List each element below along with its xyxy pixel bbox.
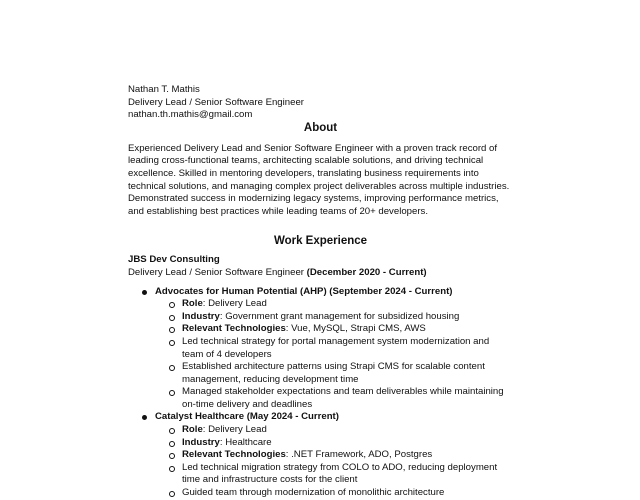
detail-item: [155, 336, 513, 361]
detail-text: Guided team through modernization of monolithic architecture: [182, 487, 445, 499]
work-experience-heading: Work Experience: [273, 235, 368, 248]
detail-item: [155, 462, 513, 487]
detail-label: Relevant Technologies: [182, 323, 286, 335]
company-name: JBS Dev Consulting: [128, 254, 220, 266]
detail-item: [155, 298, 513, 311]
client-header: Catalyst Healthcare (May 2024 - Current): [155, 411, 339, 423]
bullet-circle-icon: [169, 390, 175, 396]
detail-item: [155, 323, 513, 336]
detail-value: : Vue, MySQL, Strapi CMS, AWS: [285, 323, 426, 335]
detail-item: [155, 386, 513, 411]
detail-item: [155, 311, 513, 324]
detail-value: : Healthcare: [219, 436, 272, 448]
person-name: Nathan T. Mathis: [128, 84, 200, 95]
bullet-circle-icon: [169, 302, 175, 308]
detail-label: Role: [182, 298, 203, 310]
client-item: [128, 411, 513, 499]
bullet-circle-icon: [169, 340, 175, 346]
client-list: [128, 286, 513, 500]
bullet-circle-icon: [169, 428, 175, 434]
detail-item: [155, 424, 513, 437]
bullet-circle-icon: [169, 491, 175, 497]
detail-item: [155, 437, 513, 450]
bullet-circle-icon: [169, 315, 175, 321]
detail-value: : .NET Framework, ADO, Postgres: [285, 449, 433, 461]
detail-label: Industry: [182, 310, 220, 322]
detail-item: [155, 449, 513, 462]
detail-value: : Government grant management for subsidized housing: [219, 310, 460, 322]
detail-label: Relevant Technologies: [182, 449, 286, 461]
company-role-line: [128, 267, 513, 280]
company-role: Delivery Lead / Senior Software Engineer: [128, 266, 307, 278]
person-email[interactable]: nathan.th.mathis@gmail.com: [128, 109, 253, 121]
bullet-circle-icon: [169, 327, 175, 333]
contact-header: [128, 84, 513, 122]
client-item: [128, 286, 513, 412]
detail-value: : Delivery Lead: [202, 424, 267, 436]
client-details: [155, 424, 513, 500]
bullet-circle-icon: [169, 453, 175, 459]
resume-page: [128, 84, 513, 500]
client-details: [155, 298, 513, 411]
bullet-dot-icon: [142, 290, 147, 295]
detail-text: Established architecture patterns using Strapi CMS for scalable content management, reducing development time: [182, 361, 485, 385]
detail-label: Industry: [182, 436, 220, 448]
detail-item: [155, 487, 513, 500]
about-heading: About: [303, 121, 338, 134]
about-text: Experienced Delivery Lead and Senior Software Engineer with a proven track record of leading cross-functional teams, architecting scalable solutions, and driving technical excellence. Skilled in mentoring developers, translating business requirements into technical solutions, and managing complex project deliverables across multiple industries. Demonstrated success in modernizing legacy systems, improving performance metrics, and establishing best practices while leading teams of 20+ developers.: [128, 142, 510, 217]
detail-text: Led technical migration strategy from COLO to ADO, reducing deployment time and infrastructure costs for the client: [182, 461, 498, 486]
company-dates: (December 2020 - Current): [306, 266, 427, 278]
detail-label: Role: [182, 424, 203, 436]
bullet-dot-icon: [142, 415, 147, 420]
detail-text: Managed stakeholder expectations and team deliverables while maintaining on-time delivery and deadlines: [182, 386, 504, 410]
detail-text: Led technical strategy for portal management system modernization and team of 4 developers: [182, 335, 490, 360]
bullet-circle-icon: [169, 441, 175, 447]
client-header: Advocates for Human Potential (AHP) (September 2024 - Current): [155, 285, 453, 297]
detail-value: : Delivery Lead: [202, 298, 267, 310]
bullet-circle-icon: [169, 466, 175, 472]
bullet-circle-icon: [169, 365, 175, 371]
detail-item: [155, 361, 513, 386]
person-title: Delivery Lead / Senior Software Engineer: [128, 96, 304, 108]
